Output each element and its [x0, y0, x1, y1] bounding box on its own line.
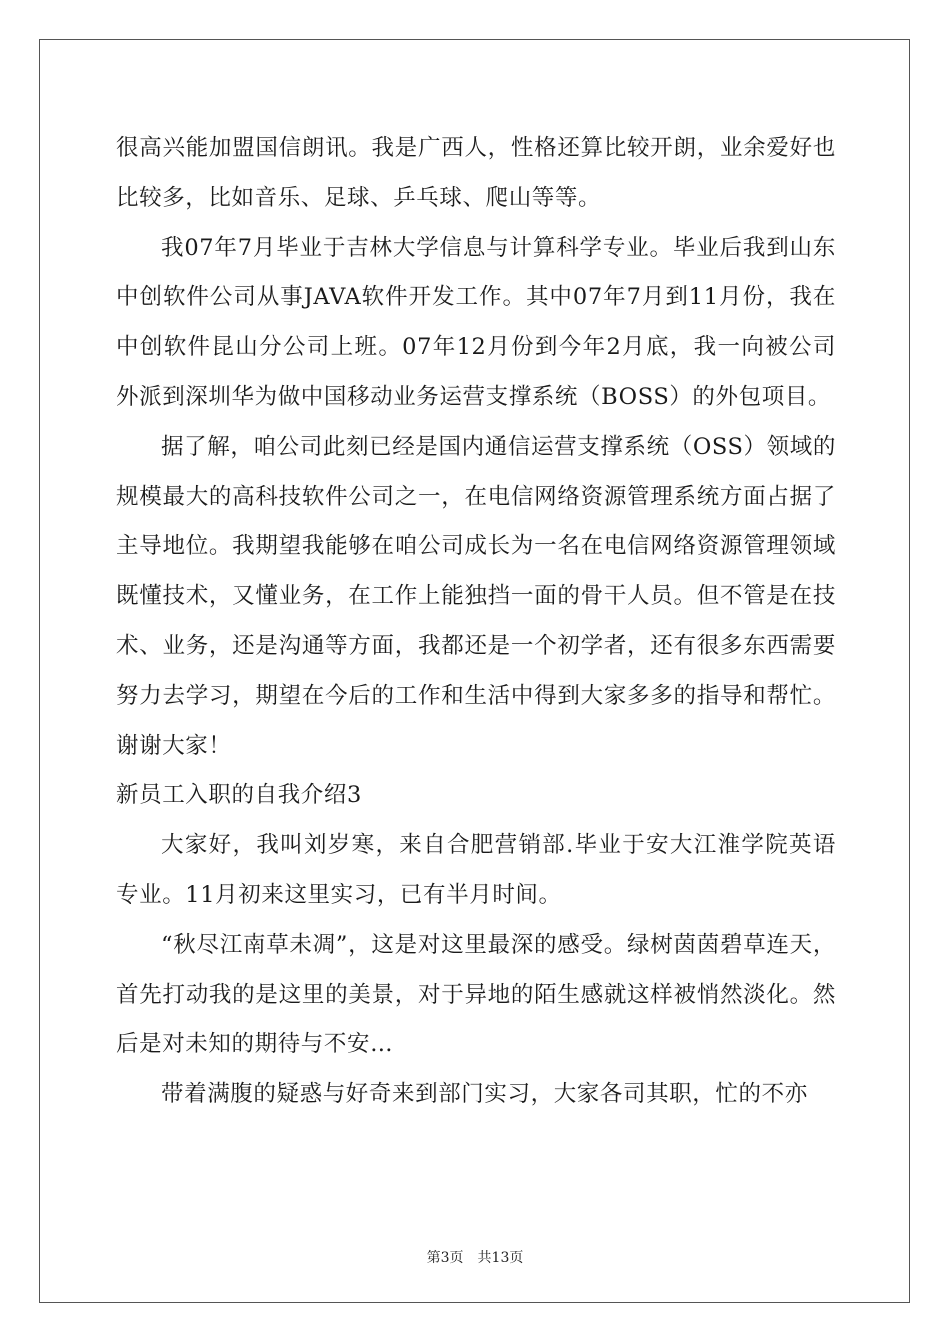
paragraph-5: “秋尽江南草未凋”，这是对这里最深的感受。绿树茵茵碧草连天，首先打动我的是这里的美景，对于异地的陌生感就这样被悄然淡化。然后是对未知的期待与不安…: [116, 931, 836, 1058]
document-body: [116, 124, 836, 1120]
section-heading: 新员工入职的自我介绍3: [116, 782, 362, 809]
paragraph-3: 据了解，咱公司此刻已经是国内通信运营支撑系统（OSS）领域的规模最大的高科技软件公司之一，在电信网络资源管理系统方面占据了主导地位。我期望我能够在咱公司成长为一名在电信网络资源管理领域既懂技术，又懂业务，在工作上能独挡一面的骨干人员。但不管是在技术、业务，还是沟通等方面，我都还是一个初学者，还有很多东西需要努力去学习，期望在今后的工作和生活中得到大家多多的指导和帮忙。谢谢大家！: [116, 433, 836, 759]
paragraph-6: 带着满腹的疑惑与好奇来到部门实习，大家各司其职，忙的不亦: [161, 1081, 808, 1108]
paragraph-4: 大家好，我叫刘岁寒，来自合肥营销部.毕业于安大江淮学院英语专业。11月初来这里实习，已有半月时间。: [116, 832, 836, 908]
paragraph-2: 我07年7月毕业于吉林大学信息与计算科学专业。毕业后我到山东中创软件公司从事JAVA软件开发工作。其中07年7月到11月份，我在中创软件昆山分公司上班。07年12月份到今年2月底，我一向被公司外派到深圳华为做中国移动业务运营支撑系统（BOSS）的外包项目。: [116, 234, 836, 410]
paragraph-1: 很高兴能加盟国信朗讯。我是广西人，性格还算比较开朗，业余爱好也比较多，比如音乐、足球、乒乓球、爬山等等。: [116, 135, 836, 211]
page-number-label: 第3页 共13页: [426, 1250, 524, 1266]
page-footer: [0, 1247, 950, 1267]
